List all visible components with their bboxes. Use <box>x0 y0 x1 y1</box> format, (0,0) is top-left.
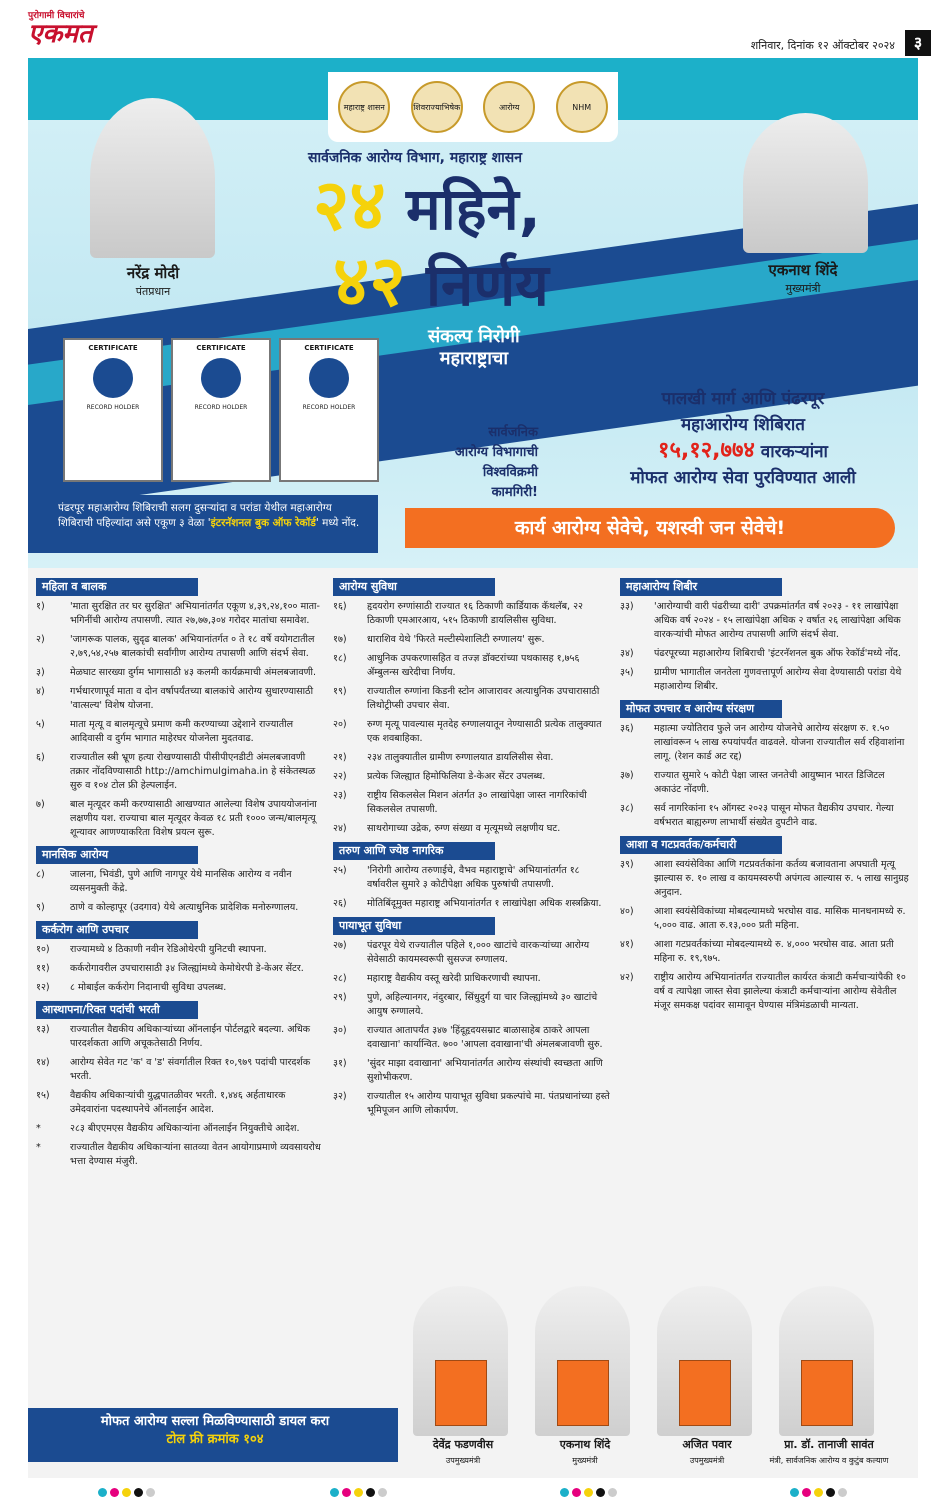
item-number: १३) <box>36 1024 50 1035</box>
item-number: ४) <box>36 686 45 697</box>
column-1 <box>36 572 326 1174</box>
item-number: २५) <box>333 865 347 876</box>
list-item <box>333 1024 613 1052</box>
record-seal-icon <box>201 358 241 398</box>
vishwa-line: कामगिरी! <box>491 485 538 500</box>
list-item <box>36 901 326 915</box>
list-item <box>333 972 613 986</box>
item-number: ३३) <box>620 601 634 612</box>
item-number: २१) <box>333 752 347 763</box>
leader-name: एकनाथ शिंदे <box>559 1438 611 1451</box>
item-number: ४२) <box>620 972 634 983</box>
list-item <box>333 822 613 836</box>
health-logo: आरोग्य <box>483 81 535 133</box>
item-text: राज्यातील स्त्री भ्रूण हत्या रोखण्यासाठी पीसीपीएनडीटी अंमलबजावणी तक्रार नोंदविण्यासाठी http://amchimulgimaha.in हे संकेतस्थळ सुरु व १०४ टोल फ्री हेल्पलाईन. <box>70 752 316 791</box>
list-item <box>333 789 613 817</box>
item-number: १६) <box>333 601 347 612</box>
list-item <box>36 868 326 896</box>
palkhi-line4: मोफत आरोग्य सेवा पुरविण्यात आली <box>630 468 856 488</box>
list-item <box>333 1090 613 1118</box>
section-heading: मानसिक आरोग्य <box>36 846 198 864</box>
item-text: ठाणे व कोल्हापूर (उदगाव) येथे अत्याधुनिक प्रादेशिक मनोरुग्णालय. <box>70 902 299 913</box>
certificate-2 <box>171 338 271 482</box>
cm-photo <box>743 113 868 253</box>
item-text: महाराष्ट्र वैद्यकीय वस्तू खरेदी प्राधिकरणाची स्थापना. <box>367 973 541 984</box>
leader-designation: मंत्री, सार्वजनिक आरोग्य व कुटुंब कल्याण <box>769 1456 889 1465</box>
list-item <box>36 1056 326 1084</box>
leader-photo <box>779 1286 874 1436</box>
item-number: ३८) <box>620 803 634 814</box>
subhead-line2: महाराष्ट्राचा <box>439 348 508 369</box>
leader-designation: उपमुख्यमंत्री <box>445 1456 481 1465</box>
shivrajyabhishek-logo: शिवराज्याभिषेक <box>411 81 463 133</box>
govt-logos <box>328 72 618 142</box>
item-text: 'माता सुरक्षित तर घर सुरक्षित' अभियानांतर्गत एकूण ४,३९,२४,१०० माता-भगिनींची आरोग्य तपासणी. त्यात २७,७७,३०४ गरोदर मातांचा समावेश. <box>70 601 320 626</box>
list-item <box>333 751 613 765</box>
item-text: सर्व नागरिकांना १५ ऑगस्ट २०२३ पासून मोफत वैद्यकीय उपचार. गेल्या वर्षभरात बाह्यरुग्ण लाभार्थी संख्येत दुपटीने वाढ. <box>654 803 894 828</box>
subhead <box>428 326 520 370</box>
certificate-holder: RECORD HOLDER <box>302 404 356 411</box>
section-heading: पायाभूत सुविधा <box>333 917 495 935</box>
vishwa-line: आरोग्य विभागाची <box>454 445 538 460</box>
nhm-logo: NHM <box>556 81 608 133</box>
list-item <box>333 864 613 892</box>
item-text: 'जागरूक पालक, सुदृढ बालक' अभियानांतर्गत ० ते १८ वर्षे वयोगटातील २,७९,५४,२५७ बालकांची सर्वांगीण आरोग्य तपासणी आणि संदर्भ सेवा. <box>70 634 315 659</box>
leader-designation: उपमुख्यमंत्री <box>689 1456 725 1465</box>
cm-name: एकनाथ शिंदे <box>768 261 838 279</box>
item-number: ५) <box>36 719 45 730</box>
item-number: ३) <box>36 667 45 678</box>
headline-decisions <box>333 240 549 322</box>
section-heading: महाआरोग्य शिबीर <box>620 578 782 596</box>
item-number: * <box>36 1142 41 1153</box>
item-text: हृदयरोग रुग्णांसाठी राज्यात १६ ठिकाणी कार्डियाक कॅथलॅब, २२ ठिकाणी एमआरआय, ५१५ ठिकाणी डायलिसीस सुविधा. <box>367 601 583 626</box>
list-item <box>36 1023 326 1051</box>
certificate-holder: RECORD HOLDER <box>194 404 248 411</box>
item-number: ९) <box>36 902 45 913</box>
list-item <box>620 971 910 1013</box>
item-text: आशा गटप्रवर्तकांच्या मोबदल्यामध्ये रु. ४,००० भरघोस वाढ. आता प्रती महिना रु. १९,९७५. <box>654 939 894 964</box>
item-number: ३१) <box>333 1058 347 1069</box>
item-text: गर्भधारणापूर्व माता व दोन वर्षापर्यंतच्या बालकांचे आरोग्य सुधारण्यासाठी 'वात्सल्य' विशेष योजना. <box>70 686 314 711</box>
leader-name: अजित पवार <box>682 1438 732 1451</box>
item-number: ११) <box>36 963 50 974</box>
leader-photo <box>413 1286 508 1436</box>
leader-photo <box>657 1286 752 1436</box>
report-book <box>801 1360 853 1426</box>
item-number: ७) <box>36 799 45 810</box>
item-text: 'सुंदर माझा दवाखाना' अभियानांतर्गत आरोग्य संस्थांची स्वच्छता आणि सुशोभीकरण. <box>367 1058 603 1083</box>
leader-designation: मुख्यमंत्री <box>572 1456 598 1465</box>
item-number: ३७) <box>620 770 634 781</box>
record-seal-icon <box>93 358 133 398</box>
item-text: 'निरोगी आरोग्य तरुणाईचे, वैभव महाराष्ट्राचे' अभियानांतर्गत १८ वर्षावरील सुमारे ३ कोटीपेक्षा अधिक पुरुषांची तपासणी. <box>367 865 580 890</box>
item-text: साथरोगाच्या उद्रेक, रुग्ण संख्या व मृत्यूमध्ये लक्षणीय घट. <box>367 823 561 834</box>
list-item <box>36 798 326 840</box>
list-item <box>620 722 910 764</box>
certificate-3 <box>279 338 379 482</box>
item-number: २८) <box>333 973 347 984</box>
item-text: पंढरपूर येथे राज्यातील पहिले १,००० खाटांचे वारकऱ्यांच्या आरोग्य सेवेसाठी कायमस्वरूपी सुसज्ज रुग्णालय. <box>367 940 590 965</box>
item-text: बाल मृत्यूदर कमी करण्यासाठी आखण्यात आलेल्या विशेष उपाययोजनांना लक्षणीय यश. राज्याचा बाल मृत्यूदर केवळ १८ प्रती १००० जन्म/बालमृत्यू शून्यावर आणण्याकरिता विशेष प्रयत्न सुरू. <box>70 799 317 838</box>
pm-designation: पंतप्रधान <box>135 285 171 298</box>
item-number: २९) <box>333 992 347 1003</box>
page-number: ३ <box>905 30 931 56</box>
subhead-line1: संकल्प निरोगी <box>428 326 520 347</box>
section-heading: आस्थापना/रिक्त पदांची भरती <box>36 1001 198 1019</box>
item-text: आरोग्य सेवेत गट 'क' व 'ड' संवर्गातील रिक्त १०,९७९ पदांची पारदर्शक भरती. <box>70 1057 311 1082</box>
item-number: १५) <box>36 1090 50 1101</box>
item-number: २३) <box>333 790 347 801</box>
department-title: सार्वजनिक आरोग्य विभाग, महाराष्ट्र शासन <box>308 150 523 166</box>
item-number: ३२) <box>333 1091 347 1102</box>
item-text: आशा स्वयंसेविकांच्या मोबदल्यामध्ये भरघोस वाढ. मासिक मानधनामध्ये रु. ५,००० वाढ. आता रु.१३,००० प्रती महिना. <box>654 906 906 931</box>
column-2 <box>333 572 613 1123</box>
list-item <box>620 858 910 900</box>
item-number: १४) <box>36 1057 50 1068</box>
list-item <box>333 939 613 967</box>
record-seal-icon <box>309 358 349 398</box>
column-3 <box>620 572 910 1018</box>
palkhi-line2: महाआरोग्य शिबिरात <box>680 415 805 435</box>
record-note-a: पंढरपूर महाआरोग्य शिबिराची सलग दुसऱ्यांदा व परांडा येथील महाआरोग्य शिबिराची पहिल्यांदा असे एकूण ३ वेळा ' <box>58 502 332 529</box>
helpline-line: मोफत आरोग्य सल्ला मिळविण्यासाठी डायल करा <box>100 1414 330 1429</box>
item-number: ३५) <box>620 667 634 678</box>
list-item <box>620 769 910 797</box>
report-book <box>557 1360 609 1426</box>
list-item <box>620 905 910 933</box>
certificate-1 <box>63 338 163 482</box>
list-item <box>333 685 613 713</box>
item-text: पंढरपूरच्या महाआरोग्य शिबिराची 'इंटरनॅशनल बुक ऑफ रेकॉर्ड'मध्ये नोंद. <box>654 648 901 659</box>
item-number: ३०) <box>333 1025 347 1036</box>
palkhi-line3 <box>578 438 908 465</box>
item-text: राज्यात आतापर्यंत ३४७ 'हिंदूहृदयसम्राट बाळासाहेब ठाकरे आपला दवाखाना' कार्यान्वित. ७०० 'आपला दवाखाना'ची अंमलबजावणी सुरु. <box>367 1025 603 1050</box>
item-number: १९) <box>333 686 347 697</box>
list-item <box>36 718 326 746</box>
palkhi-highlight <box>578 386 908 491</box>
certificate-holder: RECORD HOLDER <box>86 404 140 411</box>
item-number: १) <box>36 601 45 612</box>
leaders-strip <box>405 1270 895 1470</box>
item-text: रुग्ण मृत्यू पावल्यास मृतदेह रुग्णालयातून नेण्यासाठी प्रत्येक तालुक्यात एक शवबाहिका. <box>367 719 602 744</box>
item-text: राज्यातील वैद्यकीय अधिकाऱ्यांना सातव्या वेतन आयोगाप्रमाणे व्यवसायरोध भत्ता देण्यास मंजुरी. <box>70 1142 321 1167</box>
item-text: वैद्यकीय अधिकाऱ्यांची युद्धपातळीवर भरती. १,४४६ अर्हताधारक उमेदवारांना पदस्थापनेचे ऑनलाईन आदेश. <box>70 1090 286 1115</box>
item-number: * <box>36 1123 41 1134</box>
list-item <box>620 666 910 694</box>
item-text: माता मृत्यू व बालमृत्यूचे प्रमाण कमी करण्याच्या उद्देशाने राज्यातील आदिवासी व दुर्गम भागात माहेरघर योजनेला मुदतवाढ. <box>70 719 294 744</box>
palkhi-count: १५,१२,७७४ <box>658 438 755 463</box>
item-number: २०) <box>333 719 347 730</box>
vishwa-line: सार्वजनिक <box>488 425 538 440</box>
registration-marks <box>98 1488 155 1497</box>
item-text: राज्यात सुमारे ५ कोटी पेक्षा जास्त जनतेची आयुष्मान भारत डिजिटल अकाउंट नोंदणी. <box>654 770 885 795</box>
item-number: १८) <box>333 653 347 664</box>
report-book <box>679 1360 731 1426</box>
palkhi-line1: पालखी मार्ग आणि पंढरपूर <box>661 389 825 409</box>
list-item <box>333 600 613 628</box>
item-number: ६) <box>36 752 45 763</box>
item-text: महात्मा ज्योतिराव फुले जन आरोग्य योजनेचे आरोग्य संरक्षण रु. १.५० लाखांवरून ५ लाख रुपयांपर्यंत वाढवले. योजना राज्यातील सर्व रहिवाशांना लागू. (रेशन कार्ड अट रद्द) <box>654 723 905 762</box>
list-item <box>36 1089 326 1117</box>
helpline-text <box>40 1413 390 1449</box>
tollfree-number: टोल फ्री क्रमांक १०४ <box>166 1432 264 1447</box>
item-number: ४०) <box>620 906 634 917</box>
item-number: २२) <box>333 771 347 782</box>
leader-name: प्रा. डॉ. तानाजी सावंत <box>784 1438 874 1451</box>
item-text: ८ मोबाईल कर्करोग निदानाची सुविधा उपलब्ध. <box>70 982 227 993</box>
item-text: धाराशिव येथे 'फिरते मल्टीस्पेशालिटी रुग्णालय' सुरू. <box>367 634 545 645</box>
pm-name: नरेंद्र मोदी <box>126 264 180 282</box>
item-text: राज्यामध्ये ४ ठिकाणी नवीन रेडिओथेरपी युनिटची स्थापना. <box>70 944 267 955</box>
newspaper-logo <box>28 8 93 47</box>
palkhi-count-suffix: वारकऱ्यांना <box>754 442 828 462</box>
item-text: पुणे, अहिल्यानगर, नंदुरबार, सिंधुदुर्ग या चार जिल्ह्यांमध्ये ३० खाटांचे आयुष रुग्णालये. <box>367 992 598 1017</box>
item-number: ८) <box>36 869 45 880</box>
registration-marks <box>560 1488 617 1497</box>
logo-name: एकमत <box>28 19 93 49</box>
item-text: राष्ट्रीय आरोग्य अभियानांतर्गत राज्यातील कार्यरत कंत्राटी कर्मचाऱ्यांपैकी १० वर्ष व त्यापेक्षा जास्त सेवा झालेल्या कंत्राटी कर्मचाऱ्यांना आरोग्य सेवेतील मंजूर समकक्ष पदांवर सामावून घेण्यास मंत्रिमंडळाची मान्यता. <box>654 972 906 1011</box>
certificate-title: CERTIFICATE <box>196 344 246 352</box>
cm-designation: मुख्यमंत्री <box>785 282 821 295</box>
item-text: आधुनिक उपकरणासहित व तज्ज्ञ डॉक्टरांच्या पथकासह १,७५६ ॲम्बुलन्स खरेदीचा निर्णय. <box>367 653 580 678</box>
item-number: १०) <box>36 944 50 955</box>
report-book <box>435 1360 487 1426</box>
list-item <box>36 1141 326 1169</box>
record-note <box>28 495 378 553</box>
item-text: राष्ट्रीय सिकलसेल मिशन अंतर्गत ३० लाखांपेक्षा जास्त नागरिकांची सिकलसेल तपासणी. <box>367 790 587 815</box>
registration-marks <box>330 1488 387 1497</box>
item-text: मेळघाट सारख्या दुर्गम भागासाठी ४३ कलमी कार्यक्रमाची अंमलबजावणी. <box>70 667 316 678</box>
item-text: आशा स्वयंसेविका आणि गटप्रवर्तकांना कर्तव्य बजावताना अपघाती मृत्यू झाल्यास रु. १० लाख व कायमस्वरुपी अपंगत्व आल्यास रु. ५ लाख सानुग्रह अनुदान. <box>654 859 909 898</box>
list-item <box>620 647 910 661</box>
item-text: प्रत्येक जिल्ह्यात हिमोफिलिया डे-केअर सेंटर उपलब्ध. <box>367 771 546 782</box>
item-text: जालना, भिवंडी, पुणे आणि नागपूर येथे मानसिक आरोग्य व नवीन व्यसनमुक्ती केंद्रे. <box>70 869 292 894</box>
list-item <box>620 600 910 642</box>
headline-num2: ४२ <box>333 240 406 322</box>
list-item <box>333 1057 613 1085</box>
item-text: २३४ तालुक्यातील ग्रामीण रुग्णालयात डायलिसीस सेवा. <box>367 752 554 763</box>
list-item <box>333 718 613 746</box>
list-item <box>333 897 613 911</box>
certificate-title: CERTIFICATE <box>88 344 138 352</box>
headline-word2: निर्णय <box>426 251 549 319</box>
item-text: राज्यातील रुग्णांना किडनी स्टोन आजारावर अत्याधुनिक उपचारासाठी लिथोट्रीप्सी उपचार सेवा. <box>367 686 600 711</box>
item-number: २) <box>36 634 45 645</box>
list-item <box>620 938 910 966</box>
logo-tagline: पुरोगामी विचारांचे <box>28 11 85 21</box>
record-note-b: ' मध्ये नोंद. <box>315 517 360 529</box>
pm-photo <box>90 98 215 258</box>
list-item <box>36 981 326 995</box>
leader-photo <box>535 1286 630 1436</box>
item-number: १७) <box>333 634 347 645</box>
list-item <box>620 802 910 830</box>
dateline: शनिवार, दिनांक १२ ऑक्टोबर २०२४ <box>750 39 895 52</box>
section-heading: आशा व गटप्रवर्तक/कर्मचारी <box>620 836 782 854</box>
emblem-logo: महाराष्ट्र शासन <box>338 81 390 133</box>
item-number: २६) <box>333 898 347 909</box>
item-text: कर्करोगावरील उपचारासाठी ३४ जिल्ह्यांमध्ये केमोथेरपी डे-केअर सेंटर. <box>70 963 304 974</box>
list-item <box>36 962 326 976</box>
section-heading: कर्करोग आणि उपचार <box>36 921 198 939</box>
registration-marks <box>790 1488 847 1497</box>
list-item <box>333 991 613 1019</box>
list-item <box>36 600 326 628</box>
list-item <box>36 633 326 661</box>
headline-months <box>313 164 541 246</box>
section-heading: मोफत उपचार व आरोग्य संरक्षण <box>620 700 782 718</box>
item-number: ३४) <box>620 648 634 659</box>
slogan-banner: कार्य आरोग्य सेवेचे, यशस्वी जन सेवेचे! <box>405 508 895 548</box>
item-text: मोतिबिंदूमुक्त महाराष्ट्र अभियानांतर्गत १ लाखांपेक्षा अधिक शस्त्रक्रिया. <box>367 898 602 909</box>
section-heading: महिला व बालक <box>36 578 198 596</box>
certificate-title: CERTIFICATE <box>304 344 354 352</box>
headline-num1: २४ <box>313 164 386 246</box>
item-text: राज्यातील १५ आरोग्य पायाभूत सुविधा प्रकल्पांचे मा. पंतप्रधानांच्या हस्ते भूमिपूजन आणि लोकार्पण. <box>367 1091 610 1116</box>
list-item <box>333 652 613 680</box>
section-heading: तरुण आणि ज्येष्ठ नागरिक <box>333 842 495 860</box>
masthead <box>0 0 945 58</box>
headline-word1: महिने, <box>406 175 541 243</box>
item-number: २७) <box>333 940 347 951</box>
item-number: २४) <box>333 823 347 834</box>
list-item <box>36 1122 326 1136</box>
section-heading: आरोग्य सुविधा <box>333 578 495 596</box>
leader-name: देवेंद्र फडणवीस <box>432 1438 494 1451</box>
list-item <box>36 751 326 793</box>
item-text: 'आरोग्याची वारी पंढरीच्या दारी' उपक्रमांतर्गत वर्ष २०२३ - ११ लाखांपेक्षा अधिक वर्ष २०२४ - १५ लाखांपेक्षा अधिक २ वर्षात २६ लाखांपेक्षा अधिक वारकऱ्यांची मोफत आरोग्य तपासणी आणि संदर्भ सेवा. <box>654 601 901 640</box>
list-item <box>36 666 326 680</box>
vishwa-line: विश्वविक्रमी <box>482 465 538 480</box>
list-item <box>333 770 613 784</box>
hero-banner <box>28 58 918 568</box>
item-text: २८३ बीएएमएस वैद्यकीय अधिकाऱ्यांना ऑनलाईन नियुक्तीचे आदेश. <box>70 1123 300 1134</box>
item-number: १२) <box>36 982 50 993</box>
item-number: ३९) <box>620 859 634 870</box>
list-item <box>333 633 613 647</box>
list-item <box>36 685 326 713</box>
item-number: ४१) <box>620 939 634 950</box>
list-item <box>36 943 326 957</box>
item-number: ३६) <box>620 723 634 734</box>
item-text: ग्रामीण भागातील जनतेला गुणवत्तापूर्ण आरोग्य सेवा देण्यासाठी परांडा येथे महाआरोग्य शिबीर. <box>654 667 902 692</box>
item-text: राज्यातील वैद्यकीय अधिकाऱ्यांच्या ऑनलाईन पोर्टलद्वारे बदल्या. अधिक पारदर्शकता आणि अचूकतेसाठी निर्णय. <box>70 1024 311 1049</box>
world-record-text <box>408 423 538 503</box>
record-note-highlight: इंटरनॅशनल बुक ऑफ रेकॉर्ड <box>210 517 316 529</box>
